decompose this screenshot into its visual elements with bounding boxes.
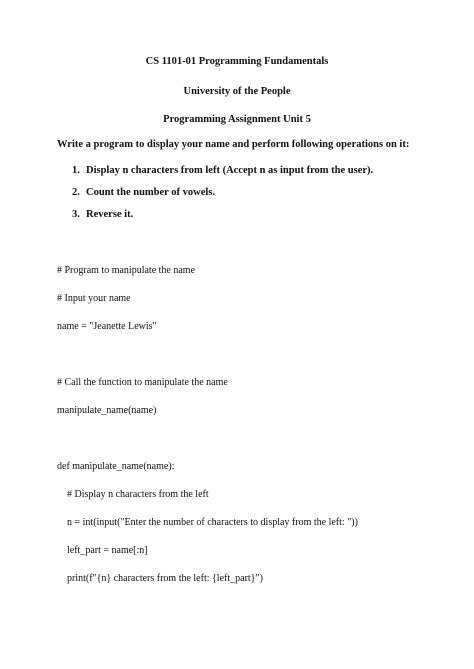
code-line: n = int(input("Enter the number of characters to display from the left: ")) [67,517,358,528]
code-line: manipulate_name(name) [57,405,157,416]
code-line: # Display n characters from the left [67,489,209,500]
university-name: University of the People [183,86,291,97]
list-item-number: 3. [72,209,80,220]
assignment-title: Programming Assignment Unit 5 [163,114,311,125]
code-line: # Call the function to manipulate the name [57,377,228,388]
list-item-number: 2. [72,187,80,198]
code-line: name = "Jeanette Lewis" [57,321,157,332]
list-item-text: Display n characters from left (Accept n as input from the user). [86,165,374,176]
course-title: CS 1101-01 Programming Fundamentals [145,56,329,67]
code-line: # Input your name [57,293,131,304]
task-intro: Write a program to display your name and perform following operations on it: [57,139,410,150]
code-line: print(f"{n} characters from the left: {left_part}") [67,573,263,584]
code-line: left_part = name[:n] [67,545,148,556]
list-item-text: Count the number of vowels. [86,187,216,198]
code-line: def manipulate_name(name): [57,461,175,472]
code-line: # Program to manipulate the name [57,265,196,276]
list-item-text: Reverse it. [86,209,134,220]
list-item-number: 1. [72,165,80,176]
